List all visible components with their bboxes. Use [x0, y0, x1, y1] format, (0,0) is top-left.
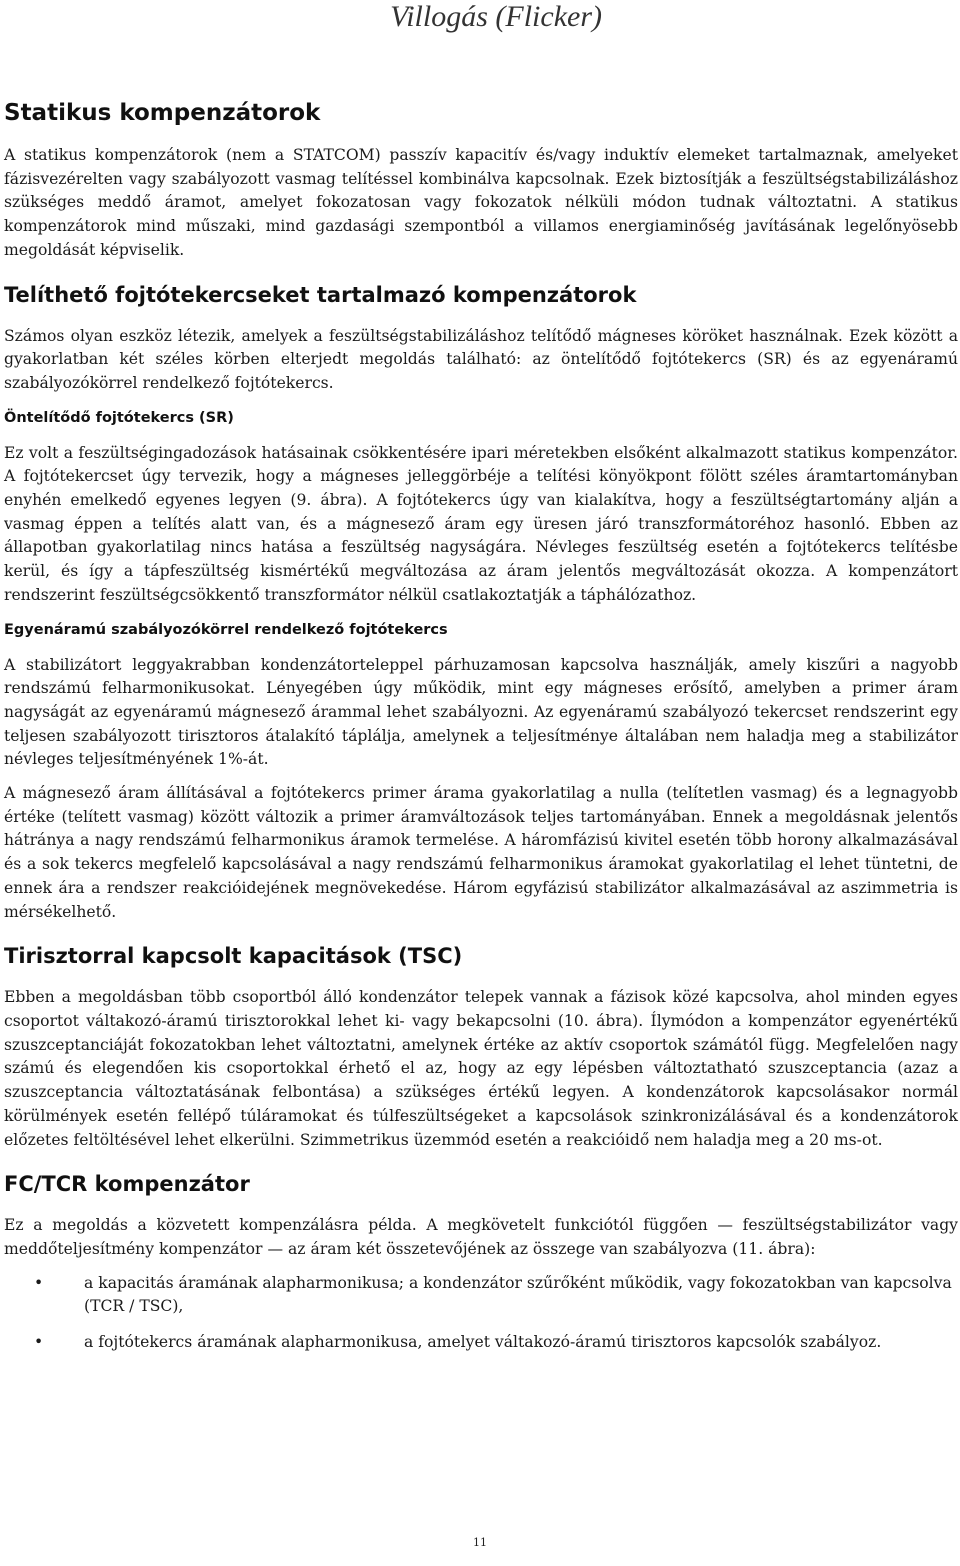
section-title-tsc: Tirisztorral kapcsolt kapacitások (TSC)	[4, 944, 463, 969]
paragraph-egyenaramu-2: A mágnesező áram állításával a fojtótekercs primer árama gyakorlatilag a nulla (telítetlen vasmag) és a legnagyobb értéke (telített vasmag) között változik a primer áramváltozások teljes tartományában. Ennek a megoldásnak jelentős hátránya a nagy rendszámú felharmonikus áramok termelése. A háromfázisú kivitel esetén több horony alkalmazásával és a sok tekercs megfelelő kapcsolásával a nagy rendszámú felharmonikus áramokat gyakorlatilag el lehet tüntetni, de ennek ára a rendszer reakcióidejének megnövekedése. Három egyfázisú stabilizátor alkalmazásával az aszimmetria is mérsékelhető.	[4, 784, 958, 921]
page-body	[4, 100, 958, 1367]
section-title-telitheto: Telíthető fojtótekercseket tartalmazó kompenzátorok	[4, 282, 637, 307]
subsection-title-egyenaramu: Egyenáramú szabályozókörrel rendelkező fojtótekercs	[4, 621, 448, 638]
bullet-icon: •	[34, 1333, 44, 1352]
list-item	[4, 1331, 958, 1355]
subsection-title-sr: Öntelítődő fojtótekercs (SR)	[4, 409, 234, 426]
bullet-list	[4, 1272, 958, 1355]
paragraph-sr: Ez volt a feszültségingadozások hatásainak csökkentésére ipari méretekben elsőként alkalmazott statikus kompenzátor. A fojtótekercset úgy tervezik, hogy a mágneses jelleggörbéje a telítési könyökpont fölött széles áramtartományban enyhén emelkedő egyenes legyen (9. ábra). A fojtótekercs úgy van kialakítva, hogy a feszültségtartomány alján a vasmag éppen a telítés alatt van, és a mágnesező áram egy üresen járó transzformátoréhoz hasonló. Ebben az állapotban gyakorlatilag nincs hatása a feszültség nagyságára. Névleges feszültség esetén a fojtótekercs telítésbe kerül, és így a tápfeszültség kismértékű megváltozása az áram jelentős megváltozását okozza. A kompenzátort rendszerint feszültségcsökkentő transzformátor nélkül csatlakoztatják a táphálózathoz.	[4, 443, 958, 604]
bullet-icon: •	[34, 1273, 44, 1292]
list-item	[4, 1272, 958, 1319]
paragraph-telitheto: Számos olyan eszköz létezik, amelyek a feszültségstabilizáláshoz telítődő mágneses köröket használnak. Ezek között a gyakorlatban két széles körben elterjedt megoldás található: az öntelítődő fojtótekercs (SR) és az egyenáramú szabályozókörrel rendelkező fojtótekercs.	[4, 326, 958, 392]
paragraph-tsc: Ebben a megoldásban több csoportból álló kondenzátor telepek vannak a fázisok közé kapcsolva, ahol minden egyes csoportot váltakozó-áramú tirisztorokkal lehet ki- vagy bekapcsolni (10. ábra). Ílymódon a kompenzátor egyenértékű szuszceptanciáját fokozatokban lehet változtatni, amelynek értéke az aktív csoportok számától függ. Megfelelően nagy számú és elegendően kis csoportokkal érhető el az, hogy az egy lépésben változtatható szuszceptancia (azaz a szuszceptancia változtatásának felbontása) a szükséges értékű legyen. A kondenzátorok kapcsolásakor normál körülmények esetén fellépő túláramokat és túlfeszültségeket a kapcsolások szinkronizálásával és a kondenzátorok előzetes feltöltésével lehet elkerülni. Szimmetrikus üzemmód esetén a reakcióidő nem haladja meg a 20 ms-ot.	[4, 988, 958, 1149]
section-title-statikus: Statikus kompenzátorok	[4, 100, 321, 126]
paragraph-statikus: A statikus kompenzátorok (nem a STATCOM) passzív kapacitív és/vagy induktív elemeket tartalmaznak, amelyeket fázisvezérelten vagy szabályozott vasmag telítéssel kombinálva kapcsolnak. Ezek biztosítják a feszültségstabilizáláshoz szükséges meddő áramot, amelyet fokozatosan vagy fokozatok nélküli módon tudnak változtatni. A statikus kompenzátorok mind műszaki, mind gazdasági szempontból a villamos energiaminőség javításának legelőnyösebb megoldását képviselik.	[4, 146, 958, 259]
running-title: Villogás (Flicker)	[390, 0, 602, 33]
paragraph-fc-tcr: Ez a megoldás a közvetett kompenzálásra példa. A megkövetelt funkciótól függően — feszültségstabilizátor vagy meddőteljesítmény kompenzátor — az áram két összetevőjének az összege van szabályozva (11. ábra):	[4, 1216, 958, 1258]
page-number: 11	[473, 1536, 487, 1549]
list-item-text: a kapacitás áramának alapharmonikusa; a kondenzátor szűrőként működik, vagy fokozatokban van kapcsolva (TCR / TSC),	[84, 1273, 952, 1316]
section-title-fc-tcr: FC/TCR kompenzátor	[4, 1172, 250, 1197]
paragraph-egyenaramu-1: A stabilizátort leggyakrabban kondenzátorteleppel párhuzamosan kapcsolva használják, amely kiszűri a nagyobb rendszámú felharmonikusokat. Lényegében úgy működik, mint egy mágneses erősítő, amelyben a primer áram nagyságát az egyenáramú mágnesező árammal lehet szabályozni. Az egyenáramú szabályozó tekercset rendszerint egy teljesen szabályozott tirisztoros átalakító táplálja, amelynek a teljesítménye általában nem haladja meg a stabilizátor névleges teljesítményének 1%-át.	[4, 655, 958, 769]
list-item-text: a fojtótekercs áramának alapharmonikusa, amelyet váltakozó-áramú tirisztoros kapcsolók szabályoz.	[84, 1333, 882, 1352]
